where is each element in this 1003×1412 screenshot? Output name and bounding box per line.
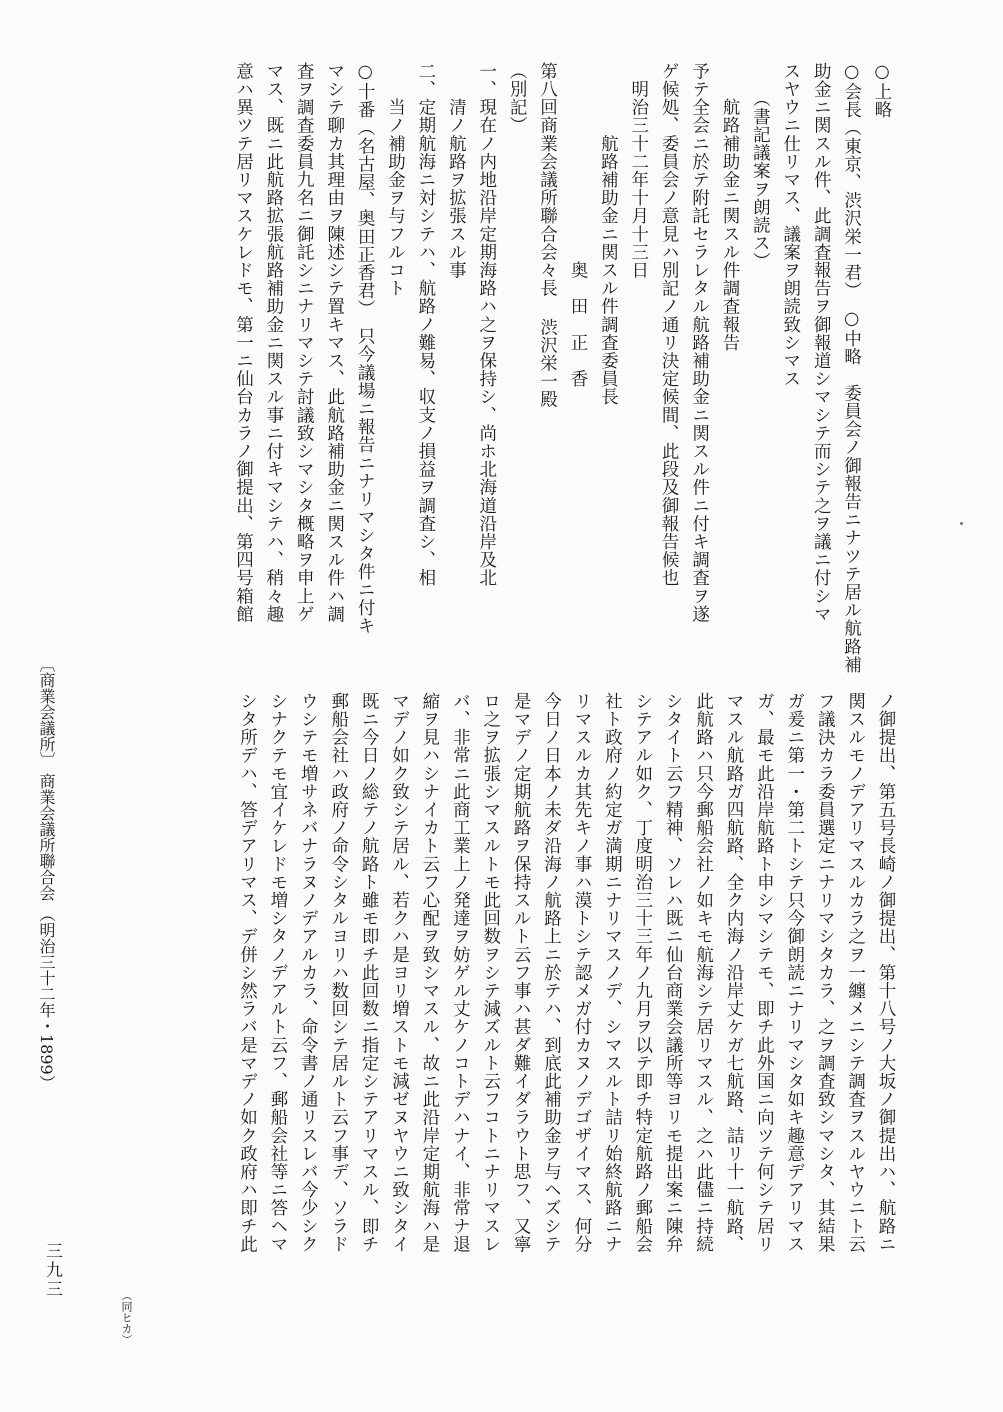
upper-text-column: 奥 田 正 香	[567, 62, 588, 388]
lower-text-column: シタイト云フ精神、ソレハ既ニ仙台商業会議所等ヨリモ提出案ニ陳弁	[663, 692, 684, 1254]
lower-text-column: リマスルカ其先キノ事ハ漠トシテ認メガ付カヌノデゴザイマス、何分	[571, 692, 592, 1254]
upper-text-column: 当ノ補助金ヲ与フルコト	[385, 62, 406, 298]
page-number: 三九三	[42, 1242, 62, 1299]
upper-text-column: スヤウニ仕リマス、議案ヲ朗読致シマス	[780, 62, 801, 388]
lower-text-column: ロ之ヲ拡張シマスルトモ此回数ヲシテ減ズルト云フコトニナリマスレ	[480, 692, 501, 1254]
lower-text-column: フ議決カラ委員選定ニナリマシタカラ、之ヲ調査致シマシタ、其結果	[815, 692, 836, 1254]
upper-text-column: 意ハ異ツテ居リマスケレドモ、第一ニ仙台カラノ御提出、第四号箱館	[233, 62, 254, 624]
lower-text-column: 是マデノ定期航路ヲ保持スルト云フ事ハ甚ダ難イダラウト思フ、又寧	[511, 692, 532, 1254]
upper-text-column: マス、既ニ此航路拡張航路補助金ニ関スル事ニ付キマシテハ、稍々趣	[263, 62, 284, 624]
upper-text-column: ○十番（名古屋、奥田正香君） 只今議場ニ報告ニナリマシタ件ニ付キ	[355, 62, 376, 635]
lower-text-block	[81, 692, 901, 1302]
footer-date: （明治三十二年・1899）	[37, 906, 56, 1091]
lower-text-column: ウシテモ増サネバナラヌノデアルカラ、命令書ノ通リスレバ今少シク	[298, 692, 319, 1254]
upper-text-column: 予テ全会ニ於テ附託セラレタル航路補助金ニ関スル件ニ付キ調査ヲ遂	[689, 62, 710, 624]
upper-text-column: 助金ニ関スル件、此調査報告ヲ御報道シマシテ而シテ之ヲ議ニ付シマ	[811, 62, 832, 624]
upper-text-column: （別記）	[507, 62, 528, 135]
upper-text-column: 一、現在ノ内地沿岸定期海路ハ之ヲ保持シ、尚ホ北海道沿岸及北	[476, 62, 497, 587]
upper-text-column: 清ノ航路ヲ拡張スル事	[446, 62, 467, 280]
upper-text-column: 二、定期航海ニ対シテハ、航路ノ難易、収支ノ損益ヲ調査シ、相	[415, 62, 436, 587]
upper-text-column: 航路補助金ニ関スル件調査報告	[719, 62, 740, 352]
footer-title: 商業会議所聯合会	[37, 773, 56, 902]
lower-text-column: シナクテモ宜イケレドモ増シタノデアルト云フ、郵船会社等ニ答ヘマ	[267, 692, 288, 1254]
upper-text-block	[77, 62, 897, 674]
margin-annotation: （同ヒカ）	[120, 1290, 133, 1345]
upper-text-column: マシテ聊カ其理由ヲ陳述シテ置キマス、此航路補助金ニ関スル件ハ調	[324, 62, 345, 624]
upper-text-column: 航路補助金ニ関スル件調査委員長	[598, 62, 619, 406]
lower-text-column: 郵船会社ハ政府ノ命令シタルヨリハ数回シテ居ルト云フ事デ、ソラド	[328, 692, 349, 1254]
upper-text-column: ○上略	[872, 62, 892, 119]
footer-publisher: 〔商業会議所〕	[37, 656, 56, 768]
lower-text-column: バ、非常ニ此商工業上ノ発達ヲ妨ゲル丈ケノコトデハナイ、非常ナ退	[450, 692, 471, 1254]
lower-text-column: シテアル如ク、丁度明治三十三年ノ九月ヲ以テ即チ特定航路ノ郵船会	[632, 692, 653, 1254]
upper-text-column: （書記議案ヲ朗読ス）	[750, 62, 771, 271]
lower-text-column: 縮ヲ見ハシナイカト云フ心配ヲ致シマスル、故ニ此沿岸定期航海ハ是	[419, 692, 440, 1254]
lower-text-column: ノ御提出、第五号長崎ノ御提出、第十八号ノ大坂ノ御提出ハ、航路ニ	[876, 692, 896, 1254]
lower-text-column: マデノ如ク致シテ居ル、若クハ是ヨリ増ストモ減ゼヌヤウニ致シタイ	[389, 692, 410, 1254]
upper-text-column: 明治三十二年十月十三日	[628, 62, 649, 280]
lower-text-column: 今日ノ日本ノ未ダ沿海ノ航路上ニ於テハ、到底此補助金ヲ与ヘズシテ	[541, 692, 562, 1254]
lower-text-column: 既ニ今日ノ総テノ航路ト雖モ即チ此回数ニ指定シテアリマスル、即チ	[359, 692, 380, 1254]
lower-text-column: 社ト政府ノ約定ガ満期ニナリマスノデ、シマスルト詰リ始終航路ニナ	[602, 692, 623, 1254]
upper-text-column: ゲ候処、委員会ノ意見ハ別記ノ通リ決定候間、此段及御報告候也	[659, 62, 680, 587]
lower-text-column: ガ爰ニ第一・第二トシテ只今御朗読ニナリマシタ如キ趣意デアリマス	[784, 692, 805, 1254]
upper-text-column: ○会長（東京、渋沢栄一君） ○中略 委員会ノ御報告ニナツテ居ル航路補	[841, 62, 862, 674]
lower-text-column: 関スルモノデアリマスルカラ之ヲ一纏メニシテ調査ヲスルヤウニト云	[845, 692, 866, 1254]
running-footer	[34, 656, 58, 1091]
lower-text-column: ガ、最モ此沿岸航路ト申シマシテモ、即チ此外国ニ向ツテ何シテ居リ	[754, 692, 775, 1254]
lower-text-column: 此航路ハ只今郵船会社ノ如キモ航海シテ居リマスル、之ハ此儘ニ持続	[693, 692, 714, 1254]
upper-text-column: 第八回商業会議所聯合会々長 渋沢栄一殿	[537, 62, 558, 409]
lower-text-column: マスル航路ガ四航路、全ク内海ノ沿岸丈ケガ七航路、詰リ十一航路、	[723, 692, 744, 1254]
upper-text-column: 査ヲ調査委員九名ニ御託シニナリマシテ討議致シマシタ概略ヲ申上ゲ	[294, 62, 315, 624]
lower-text-column: シタ所デハ、答デアリマス、デ併シ然ラバ是マデノ如ク政府ハ即チ此	[237, 692, 258, 1254]
paper-speck	[960, 522, 963, 525]
